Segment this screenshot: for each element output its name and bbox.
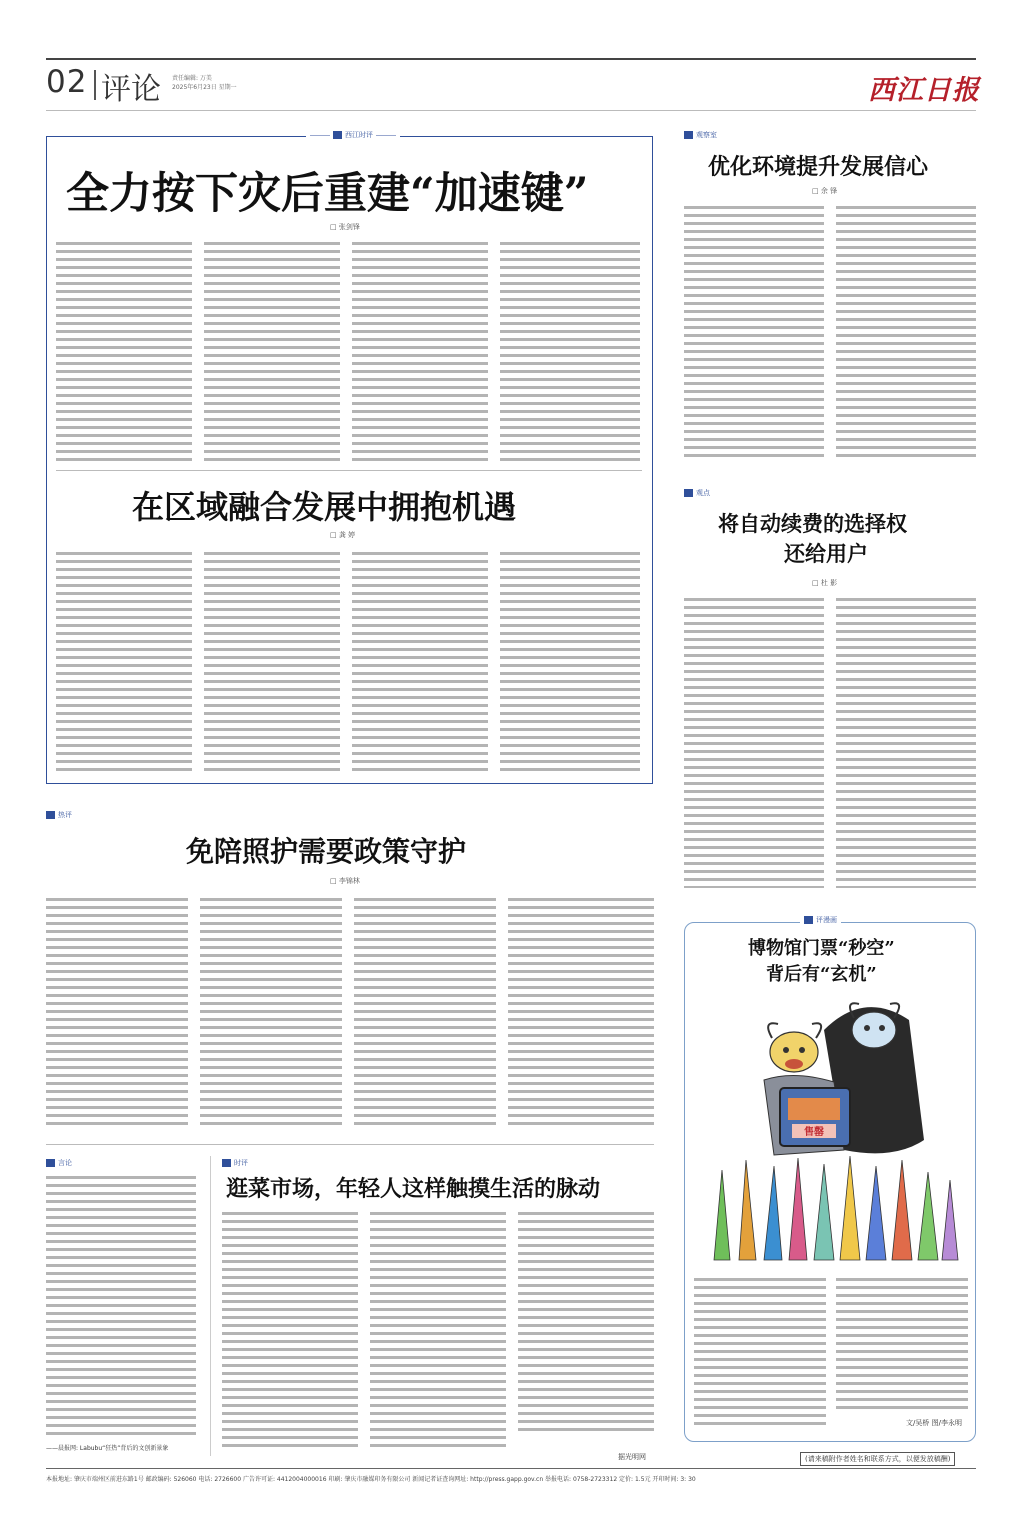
article-body-column	[508, 898, 654, 1130]
article-title: 在区域融合发展中拥抱机遇	[132, 488, 517, 526]
editor-line: 责任编辑: 万美	[172, 75, 212, 82]
article-title: 优化环境提升发展信心	[708, 154, 929, 180]
cartoon-tag: 评漫画	[800, 915, 841, 925]
article-body-column	[836, 598, 976, 888]
article-body-column	[684, 598, 824, 888]
edition-meta	[172, 74, 237, 92]
tag-square-icon	[46, 1159, 55, 1167]
tag-square-icon	[333, 131, 342, 139]
header-divider	[94, 70, 96, 100]
opinion-tag: 观点	[684, 488, 710, 498]
article-body-column	[500, 552, 640, 774]
article-title: 将自动续费的选择权	[718, 511, 907, 536]
article-body-column	[222, 1212, 358, 1448]
cartoon-author: 文/吴桥 图/李永明	[906, 1419, 962, 1427]
tag-square-icon	[222, 1159, 231, 1167]
article-title: 免陪照护需要政策守护	[186, 835, 467, 868]
article-body-column	[694, 1278, 826, 1426]
article-body-column	[684, 206, 824, 462]
article-title: 逛菜市场，年轻人这样触摸生活的脉动	[226, 1176, 601, 1202]
section-title: 评论	[101, 72, 161, 107]
footer-imprint: 本报地址: 肇庆市端州区前进东路1号 邮政编码: 526060 电话: 2726600 广告许可证: 4412004000016 印刷: 肇庆市融媒印务有限公司 新闻记者证查询网址: http://press.gapp.gov.cn 举报电话: 0758-2723312 定价: 1.5元 开印时间: 3: 30	[46, 1476, 696, 1483]
opinion-tag: 言论	[46, 1158, 72, 1168]
footer-rule	[46, 1468, 976, 1469]
header-bottom-rule	[46, 110, 976, 111]
column-divider	[210, 1156, 211, 1456]
lead-tag: 西江时评	[306, 130, 400, 140]
masthead-logo: 西江日报	[868, 75, 980, 106]
article-body-column	[204, 242, 340, 462]
article-body-column	[352, 242, 488, 462]
article-body-column	[836, 206, 976, 462]
article-body-column	[204, 552, 340, 774]
article-body-column	[354, 898, 496, 1130]
article-body-column	[836, 1278, 968, 1410]
tag-square-icon	[46, 811, 55, 819]
tag-rule	[376, 135, 396, 136]
opinion-tag: 热评	[46, 810, 72, 820]
article-credit: 据光明网	[618, 1453, 646, 1461]
article-title: 全力按下灾后重建“加速键”	[66, 169, 589, 219]
header-top-rule	[46, 58, 976, 60]
cartoon-title: 博物馆门票“秒空”	[748, 938, 895, 959]
page-number: 02	[46, 64, 88, 100]
article-body-column	[500, 242, 640, 462]
article-body-column	[200, 898, 342, 1130]
article-byline: □ 杜 影	[812, 579, 838, 587]
article-body-column	[370, 1212, 506, 1448]
article-byline: □ 李锦林	[330, 877, 360, 885]
sold-out-sign: 售罄	[804, 1127, 824, 1138]
article-credit: ——晨报网: Labubu“狂热”背后的文创新景象	[46, 1445, 169, 1452]
article-body-column	[56, 242, 192, 462]
article-body-column	[352, 552, 488, 774]
article-body-column	[518, 1212, 654, 1432]
tag-rule	[310, 135, 330, 136]
cartoon-title: 背后有“玄机”	[766, 964, 877, 985]
article-body-column	[46, 898, 188, 1130]
cartoon-illustration	[694, 990, 966, 1268]
article-byline: □ 龚 婷	[330, 531, 356, 539]
article-byline: □ 张剑锋	[330, 223, 360, 231]
section-divider	[46, 1144, 654, 1145]
article-title: 还给用户	[784, 541, 868, 566]
date-line: 2025年6月23日 星期一	[172, 84, 237, 91]
tag-square-icon	[804, 916, 813, 924]
article-divider	[56, 470, 642, 471]
article-body-column	[56, 552, 192, 774]
submission-notice: (请来稿附作者姓名和联系方式，以便发放稿酬)	[800, 1452, 955, 1466]
article-byline: □ 余 锋	[812, 187, 838, 195]
article-body-column	[46, 1176, 196, 1438]
opinion-tag: 观察室	[684, 130, 717, 140]
tag-square-icon	[684, 489, 693, 497]
tag-square-icon	[684, 131, 693, 139]
opinion-tag: 时评	[222, 1158, 248, 1168]
